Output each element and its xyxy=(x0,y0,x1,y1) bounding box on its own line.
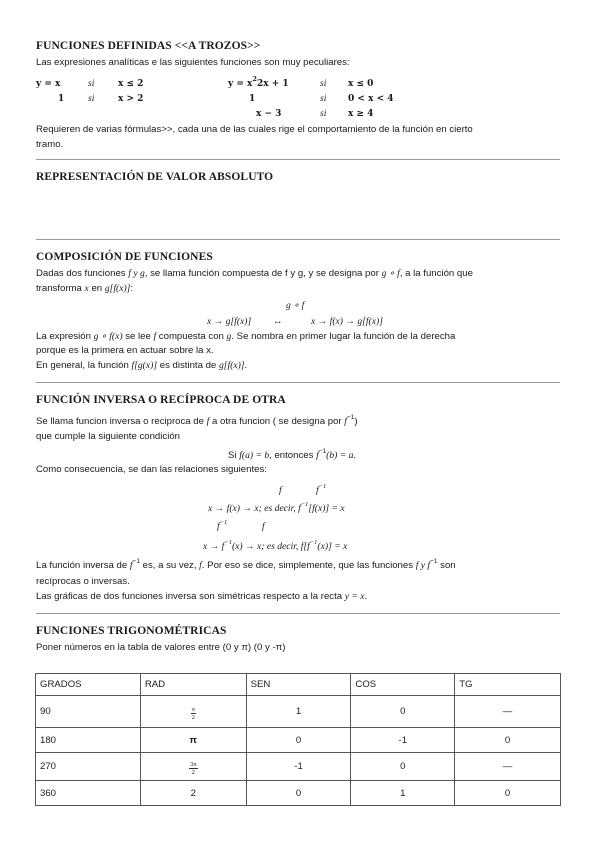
composicion-formula-top: g ∘ f xyxy=(286,300,305,311)
rad-fraction: $\frac{\pi}{2}$ xyxy=(191,705,195,721)
table-cell-tg: — xyxy=(455,753,561,781)
inversa-p1: Se llama funcion inversa o reciproca de f a otra funcion ( se designa por $f^{-1}$) xyxy=(36,414,358,427)
heading-composicion: COMPOSICIÓN DE FUNCIONES xyxy=(36,251,213,263)
composicion-formula-right: x → f(x) → g[f(x)] xyxy=(311,316,383,327)
trigonometricas-intro: Poner números en la tabla de valores entre (0 y π) (0 y -π) xyxy=(36,642,286,653)
f2-row2-cond: 0 < x < 4 xyxy=(348,94,394,104)
table-cell-tg: 0 xyxy=(455,781,561,806)
f2-row1-si: si xyxy=(320,78,327,89)
table-row xyxy=(36,696,561,728)
table-cell-sen: 0 xyxy=(246,781,351,806)
inversa-condicion: Si f(a) = b, entonces $f^{-1}(b) = a$. xyxy=(228,448,357,461)
table-cell-tg: 0 xyxy=(455,728,561,753)
values-table xyxy=(35,673,561,806)
table-header-cell: RAD xyxy=(140,674,246,696)
table-header-cell: GRADOS xyxy=(36,674,141,696)
f1-row2-expr: 1 xyxy=(58,94,65,104)
divider xyxy=(36,159,560,160)
heading-valor-absoluto: REPRESENTACIÓN DE VALOR ABSOLUTO xyxy=(36,171,274,183)
f2-row2-si: si xyxy=(320,93,327,104)
table-row xyxy=(36,781,561,806)
f1-row1-expr: y = x xyxy=(36,79,61,89)
table-cell-rad xyxy=(140,696,246,728)
table-cell-cos: -1 xyxy=(351,728,455,753)
table-header-cell: COS xyxy=(351,674,455,696)
divider xyxy=(36,382,560,383)
divider xyxy=(36,239,560,240)
composicion-formula-left: x → g[f(x)] xyxy=(207,316,252,327)
f2-row3-expr: x − 3 xyxy=(256,109,282,119)
table-cell-grados: 180 xyxy=(36,728,141,753)
table-cell-tg: — xyxy=(455,696,561,728)
trozos-intro: Las expresiones analíticas e las siguientes funciones son muy peculiares: xyxy=(36,57,350,68)
heading-funcion-inversa: FUNCIÓN INVERSA O RECÍPROCA DE OTRA xyxy=(36,394,286,406)
f2-row2-expr: 1 xyxy=(249,94,256,104)
f2-row3-si: si xyxy=(320,108,327,119)
table-header-cell: SEN xyxy=(246,674,351,696)
table-cell-grados: 360 xyxy=(36,781,141,806)
table-cell-rad xyxy=(140,753,246,781)
inversa-p3: Como consecuencia, se dan las relaciones siguientes: xyxy=(36,464,267,475)
inversa-rel1-top-finv: $f^{-1}$ xyxy=(316,483,327,496)
table-cell-sen: 1 xyxy=(246,696,351,728)
composicion-p5: En general, la función f[g(x)] es distinta de g[f(x)]. xyxy=(36,360,248,371)
f1-row1-cond: x ≤ 2 xyxy=(118,79,144,89)
inversa-rel2-top-finv: $f^{-1}$ xyxy=(217,519,228,532)
inversa-rel1-line: x → f(x) → x; es decir, $f^{-1}[f(x)] = x$ xyxy=(208,501,345,514)
f1-row1-si: si xyxy=(88,78,95,89)
table-cell-cos: 1 xyxy=(351,781,455,806)
f2-row1-expr: $y = x^22x + 1$ xyxy=(228,75,289,89)
trozos-outro-2: tramo. xyxy=(36,139,64,150)
table-cell-sen: 0 xyxy=(246,728,351,753)
composicion-p3: La expresión g ∘ f(x) se lee f compuesta con g. Se nombra en primer lugar la función de la derecha xyxy=(36,331,456,342)
inversa-p2: que cumple la siguiente condición xyxy=(36,431,180,442)
inversa-p5: recíprocas o inversas. xyxy=(36,576,130,587)
table-cell-rad: π xyxy=(140,728,246,753)
f1-row2-cond: x > 2 xyxy=(118,94,144,104)
table-header-row xyxy=(36,674,561,696)
composicion-formula-arrow: ↔ xyxy=(273,316,283,327)
table-row xyxy=(36,753,561,781)
inversa-rel2-top-f: f xyxy=(262,521,265,532)
table-cell-cos: 0 xyxy=(351,696,455,728)
inversa-rel2-line: $x \to f^{-1}(x) \to x$; es decir, $f[f^{-1}(x)] = x$ xyxy=(203,539,348,552)
composicion-p4: porque es la primera en actuar sobre la x. xyxy=(36,345,214,356)
table-row xyxy=(36,728,561,753)
heading-trigonometricas: FUNCIONES TRIGONOMÉTRICAS xyxy=(36,625,227,637)
table-cell-sen: -1 xyxy=(246,753,351,781)
f2-row3-cond: x ≥ 4 xyxy=(348,109,374,119)
heading-funciones-a-trozos: FUNCIONES DEFINIDAS <<A TROZOS>> xyxy=(36,40,261,52)
rad-fraction: $\frac{3\pi}{2}$ xyxy=(189,760,197,776)
f2-row1-cond: x ≤ 0 xyxy=(348,79,374,89)
divider xyxy=(36,613,560,614)
inversa-p4: La función inversa de $f^{-1}$ es, a su vez, f. Por eso se dice, simplemente, que las funciones f y $f^{-1}$ son xyxy=(36,558,456,571)
table-cell-rad: 2 xyxy=(140,781,246,806)
table-cell-grados: 90 xyxy=(36,696,141,728)
f1-row2-si: si xyxy=(88,93,95,104)
inversa-rel1-top-f: f xyxy=(279,485,282,496)
trozos-outro-1: Requieren de varias fórmulas>>, cada una de las cuales rige el comportamiento de la función en cierto xyxy=(36,124,473,135)
table-cell-grados: 270 xyxy=(36,753,141,781)
table-header-cell: TG xyxy=(455,674,561,696)
composicion-p2: transforma x en g[f(x)]: xyxy=(36,283,134,294)
table-cell-cos: 0 xyxy=(351,753,455,781)
inversa-p6: Las gráficas de dos funciones inversa son simétricas respecto a la recta y = x. xyxy=(36,591,368,602)
composicion-p1: Dadas dos funciones f y g, se llama función compuesta de f y g, y se designa por g ∘ f, a la función que xyxy=(36,268,473,279)
